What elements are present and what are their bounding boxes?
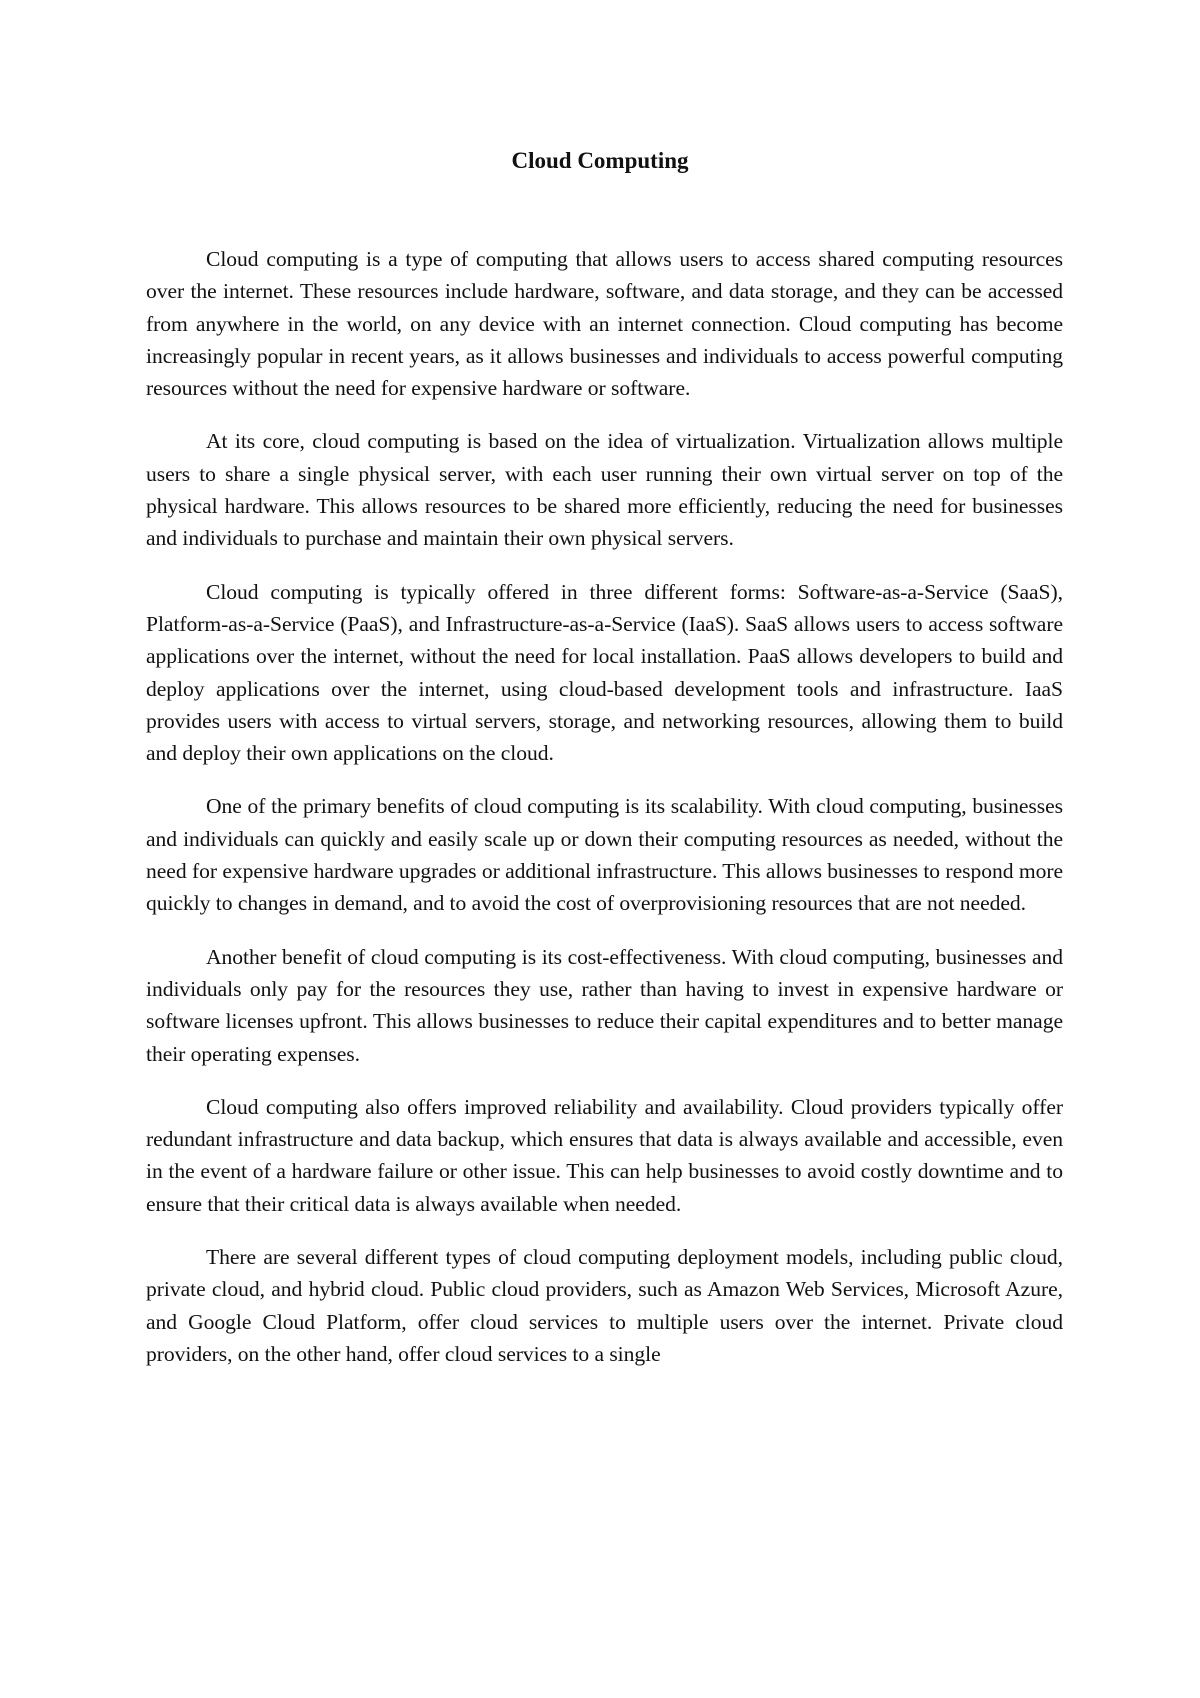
document-body	[146, 243, 1063, 1391]
document-title: Cloud Computing	[511, 148, 689, 173]
paragraph-scalability: One of the primary benefits of cloud computing is its scalability. With cloud computing, businesses and individuals can quickly and easily scale up or down their computing resources as needed, without the need for expensive hardware upgrades or additional infrastructure. This allows businesses to respond more quickly to changes in demand, and to avoid the cost of overprovisioning resources that are not needed.	[146, 794, 1063, 916]
paragraph-deployment-models: There are several different types of cloud computing deployment models, including public cloud, private cloud, and hybrid cloud. Public cloud providers, such as Amazon Web Services, Microsoft Azure, and Google Cloud Platform, offer cloud services to multiple users over the internet. Private cloud providers, on the other hand, offer cloud services to a single	[146, 1245, 1063, 1366]
paragraph-intro: Cloud computing is a type of computing that allows users to access shared computing resources over the internet. These resources include hardware, software, and data storage, and they can be accessed from anywhere in the world, on any device with an internet connection. Cloud computing has become increasingly popular in recent years, as it allows businesses and individuals to access powerful computing resources without the need for expensive hardware or software.	[146, 247, 1063, 401]
paragraph-cost-effectiveness: Another benefit of cloud computing is its cost-effectiveness. With cloud computing, businesses and individuals only pay for the resources they use, rather than having to invest in expensive hardware or software licenses upfront. This allows businesses to reduce their capital expenditures and to better manage their operating expenses.	[146, 944, 1063, 1066]
paragraph-reliability: Cloud computing also offers improved reliability and availability. Cloud providers typically offer redundant infrastructure and data backup, which ensures that data is always available and accessible, even in the event of a hardware failure or other issue. This can help businesses to avoid costly downtime and to ensure that their critical data is always available when needed.	[146, 1094, 1063, 1216]
paragraph-virtualization: At its core, cloud computing is based on the idea of virtualization. Virtualization allows multiple users to share a single physical server, with each user running their own virtual server on top of the physical hardware. This allows resources to be shared more efficiently, reducing the need for businesses and individuals to purchase and maintain their own physical servers.	[146, 429, 1063, 551]
paragraph-service-models: Cloud computing is typically offered in three different forms: Software-as-a-Service (SaaS), Platform-as-a-Service (PaaS), and Infrastructure-as-a-Service (IaaS). SaaS allows users to access software applications over the internet, without the need for local installation. PaaS allows developers to build and deploy applications over the internet, using cloud-based development tools and infrastructure. IaaS provides users with access to virtual servers, storage, and networking resources, allowing them to build and deploy their own applications on the cloud.	[146, 579, 1063, 766]
